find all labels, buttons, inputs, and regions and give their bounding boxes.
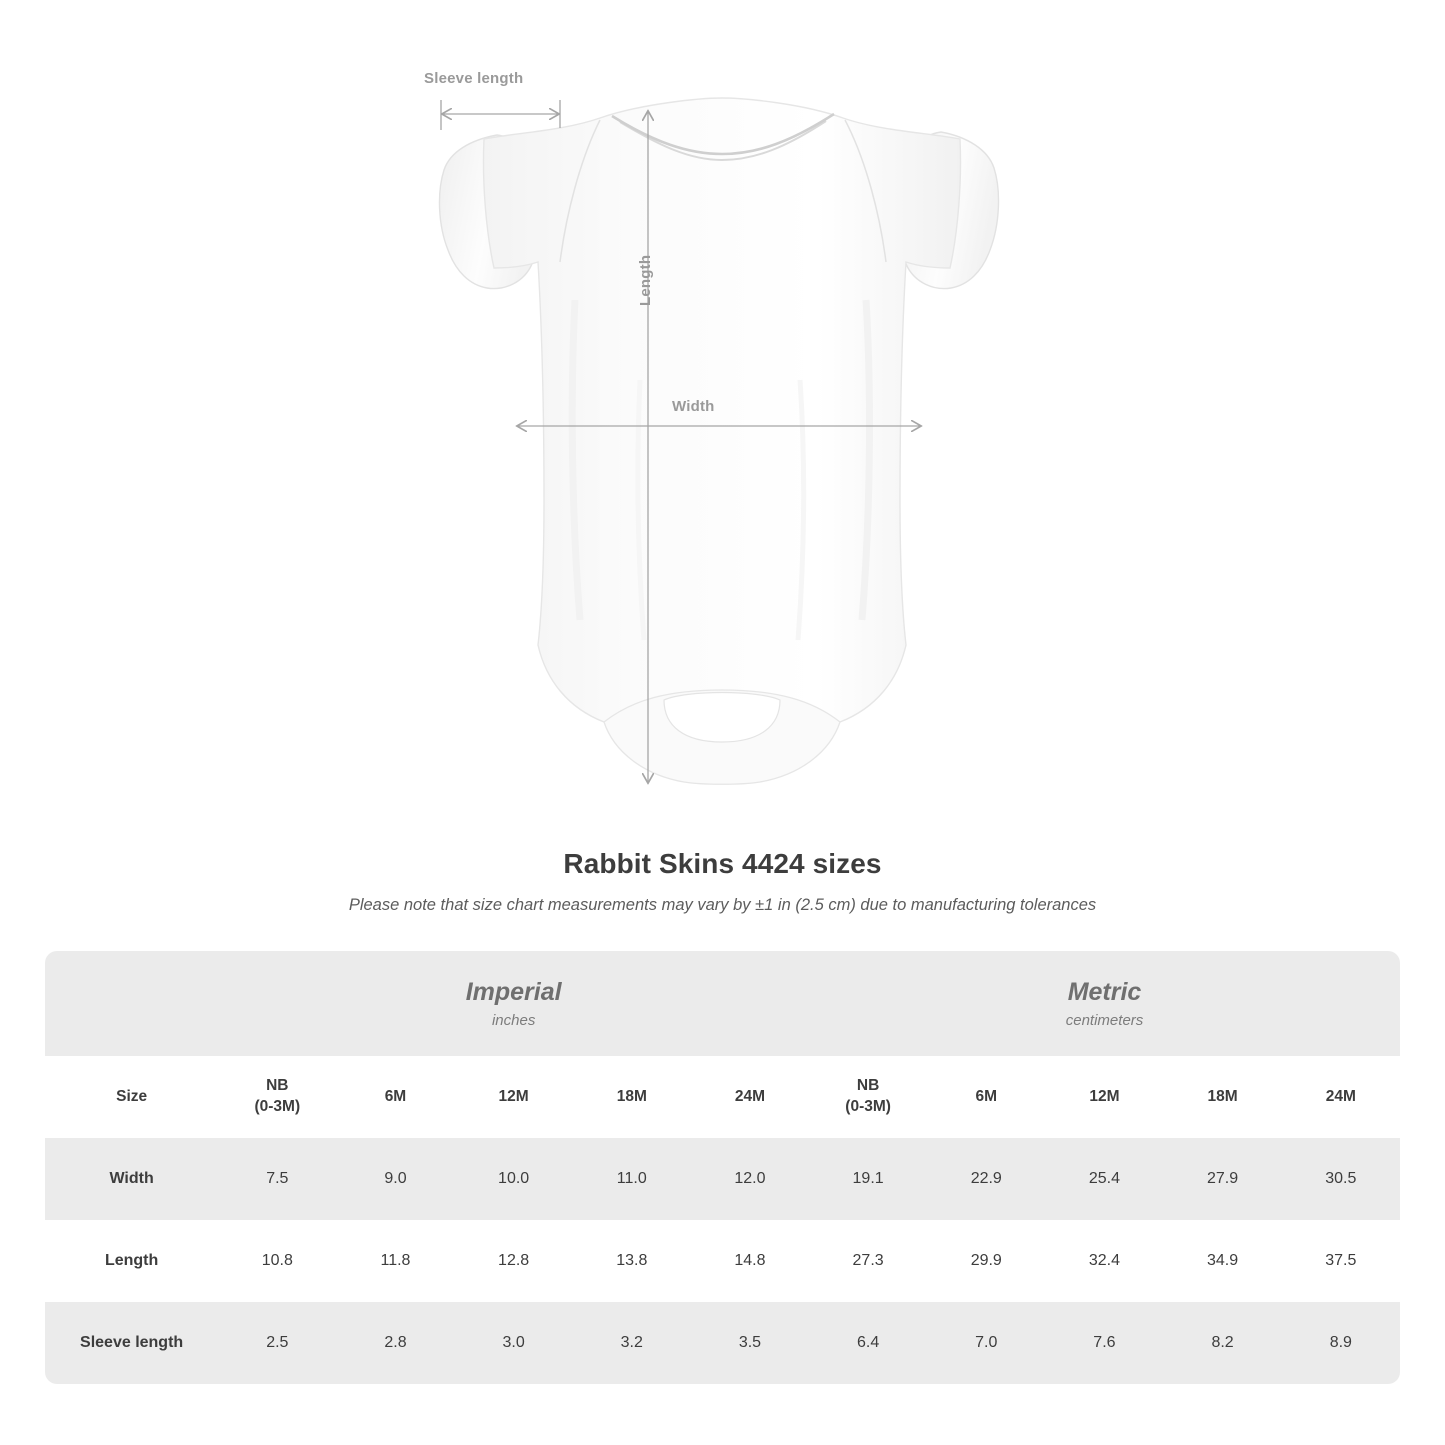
header-size-18m-imperial: 18M: [573, 1056, 691, 1138]
cell-width-24m-in: 12.0: [691, 1138, 809, 1220]
header-size-18m-metric: 18M: [1164, 1056, 1282, 1138]
table-row: [45, 1220, 1400, 1302]
cell-width-nb-in: 7.5: [218, 1138, 336, 1220]
row-label-length: Length: [104, 1252, 159, 1269]
cell-length-18m-in: 13.8: [616, 1252, 648, 1269]
cell-length-12m-cm: 32.4: [1088, 1252, 1120, 1269]
cell-width-18m-cm: 27.9: [1164, 1138, 1282, 1220]
header-size-nb-metric-line2: (0-3M): [845, 1098, 891, 1115]
cell-sleeve-12m-cm: 7.6: [1045, 1302, 1163, 1384]
table-row: [45, 1138, 1400, 1220]
unit-group-imperial-sub: inches: [491, 1012, 536, 1030]
length-dimension-label: Length: [637, 254, 654, 306]
cell-width-18m-in: 11.0: [573, 1138, 691, 1220]
header-size-12m-imperial: 12M: [455, 1056, 573, 1138]
cell-length-18m-cm: 34.9: [1207, 1252, 1239, 1269]
cell-length-12m-in: 12.8: [498, 1252, 530, 1269]
cell-width-6m-in: 9.0: [336, 1138, 454, 1220]
cell-length-24m-cm: 37.5: [1325, 1252, 1357, 1269]
cell-length-nb-cm: 27.3: [852, 1252, 884, 1269]
cell-length-6m-in: 11.8: [380, 1252, 411, 1269]
cell-sleeve-nb-in: 2.5: [218, 1302, 336, 1384]
cell-sleeve-24m-in: 3.5: [691, 1302, 809, 1384]
header-size-6m-imperial: 6M: [336, 1056, 454, 1138]
cell-width-12m-in: 10.0: [455, 1138, 573, 1220]
row-label-sleeve-length: Sleeve length: [45, 1302, 218, 1384]
sleeve-length-dimension-label: Sleeve length: [424, 70, 524, 87]
header-size-24m-metric: 24M: [1282, 1056, 1400, 1138]
cell-sleeve-18m-in: 3.2: [573, 1302, 691, 1384]
unit-header-spacer: [45, 951, 218, 1056]
unit-group-metric: [809, 951, 1400, 1056]
cell-length-24m-in: 14.8: [734, 1252, 766, 1269]
cell-width-nb-cm: 19.1: [809, 1138, 927, 1220]
cell-sleeve-6m-cm: 7.0: [927, 1302, 1045, 1384]
header-size-6m-metric: 6M: [927, 1056, 1045, 1138]
cell-width-12m-cm: 25.4: [1045, 1138, 1163, 1220]
header-size-12m-metric: 12M: [1045, 1056, 1163, 1138]
width-dimension-label: Width: [672, 398, 715, 415]
tolerance-note: Please note that size chart measurements may vary by ±1 in (2.5 cm) due to manufacturing tolerances: [348, 896, 1097, 914]
unit-header-row: [45, 951, 1400, 1056]
row-label-width: Width: [45, 1138, 218, 1220]
cell-sleeve-6m-in: 2.8: [336, 1302, 454, 1384]
column-header-row: [45, 1056, 1400, 1138]
unit-group-imperial-name: Imperial: [465, 977, 562, 1006]
unit-group-imperial: [218, 951, 809, 1056]
cell-sleeve-12m-in: 3.0: [455, 1302, 573, 1384]
unit-group-metric-name: Metric: [1067, 977, 1142, 1006]
cell-width-6m-cm: 22.9: [927, 1138, 1045, 1220]
header-size-nb-metric-line1: NB: [856, 1077, 880, 1095]
size-chart-table-wrap: [45, 951, 1400, 1384]
cell-width-24m-cm: 30.5: [1282, 1138, 1400, 1220]
cell-length-nb-in: 10.8: [261, 1252, 293, 1269]
cell-sleeve-18m-cm: 8.2: [1164, 1302, 1282, 1384]
header-size-nb-imperial: [218, 1056, 336, 1138]
header-size-nb-metric: [809, 1056, 927, 1138]
table-row: [45, 1302, 1400, 1384]
cell-sleeve-nb-cm: 6.4: [809, 1302, 927, 1384]
cell-sleeve-24m-cm: 8.9: [1282, 1302, 1400, 1384]
header-size-24m-imperial: 24M: [691, 1056, 809, 1138]
unit-group-metric-sub: centimeters: [1065, 1012, 1144, 1030]
header-size-nb-imperial-line1: NB: [266, 1077, 289, 1095]
header-size: Size: [45, 1056, 218, 1138]
page-title: Rabbit Skins 4424 sizes: [563, 848, 882, 879]
cell-length-6m-cm: 29.9: [970, 1252, 1002, 1269]
size-chart-table: [45, 951, 1400, 1384]
header-size-nb-imperial-line2: (0-3M): [254, 1098, 301, 1115]
